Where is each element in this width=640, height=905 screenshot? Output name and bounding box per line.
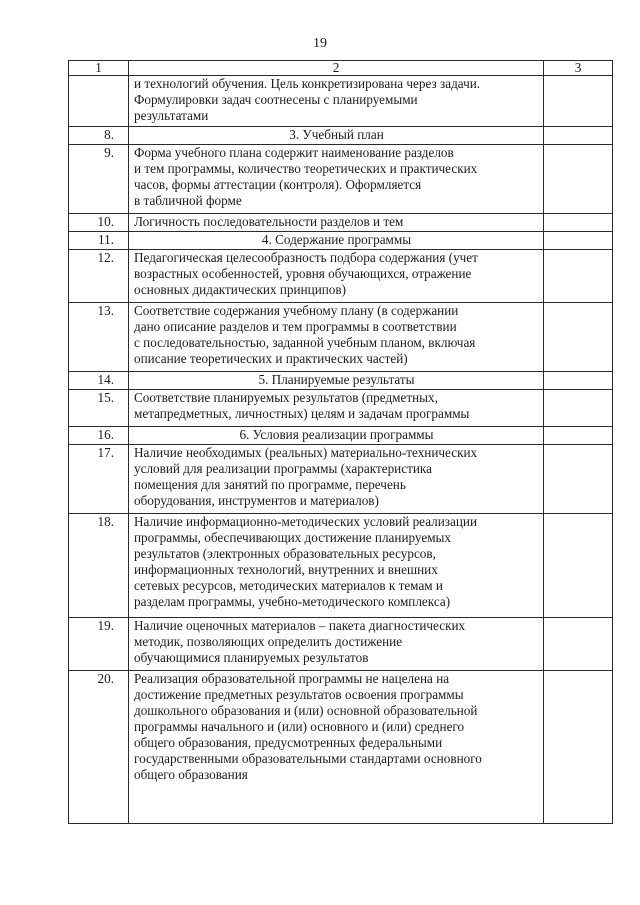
criterion-text: Соответствие планируемых результатов (предметных, метапредметных, личностных) целям и задачам программы <box>129 390 544 427</box>
table-row <box>69 618 613 671</box>
mark-cell <box>544 514 613 618</box>
section-row <box>69 232 613 250</box>
row-number: 14. <box>69 372 129 390</box>
table-row <box>69 303 613 372</box>
mark-cell <box>544 214 613 232</box>
row-number: 19. <box>69 618 129 671</box>
table-header-row <box>69 61 613 76</box>
criterion-text: Форма учебного плана содержит наименование разделов и тем программы, количество теоретических и практических часов, формы аттестации (контроля). Оформляется в табличной форме <box>129 145 544 214</box>
section-title: 3. Учебный план <box>129 127 544 145</box>
row-number: 8. <box>69 127 129 145</box>
criterion-text: Педагогическая целесообразность подбора содержания (учет возрастных особенностей, уровня обучающихся, отражение основных дидактических принципов) <box>129 250 544 303</box>
criterion-text: Наличие необходимых (реальных) материально-технических условий для реализации программы (характеристика помещения для занятий по программе, перечень оборудования, инструментов и материалов) <box>129 445 544 514</box>
row-number: 10. <box>69 214 129 232</box>
table-row <box>69 390 613 427</box>
criterion-text: Наличие оценочных материалов – пакета диагностических методик, позволяющих определить достижение обучающимися планируемых результатов <box>129 618 544 671</box>
mark-cell <box>544 145 613 214</box>
criterion-text: и технологий обучения. Цель конкретизирована через задачи. Формулировки задач соотнесены с планируемыми результатами <box>129 76 544 127</box>
mark-cell <box>544 372 613 390</box>
section-row <box>69 372 613 390</box>
mark-cell <box>544 618 613 671</box>
mark-cell <box>544 250 613 303</box>
row-number: 12. <box>69 250 129 303</box>
page-number: 19 <box>313 36 327 51</box>
column-header-number: 1 <box>69 61 129 76</box>
section-row <box>69 127 613 145</box>
row-number: 9. <box>69 145 129 214</box>
row-number: 18. <box>69 514 129 618</box>
row-number <box>69 76 129 127</box>
mark-cell <box>544 127 613 145</box>
mark-cell <box>544 427 613 445</box>
row-number: 13. <box>69 303 129 372</box>
mark-cell <box>544 390 613 427</box>
mark-cell <box>544 232 613 250</box>
table-row <box>69 671 613 824</box>
row-number: 15. <box>69 390 129 427</box>
mark-cell <box>544 303 613 372</box>
row-number: 20. <box>69 671 129 824</box>
column-header-mark: 3 <box>544 61 613 76</box>
section-row <box>69 427 613 445</box>
table-row <box>69 250 613 303</box>
table-row <box>69 214 613 232</box>
criterion-text: Соответствие содержания учебному плану (в содержании дано описание разделов и тем программы в соответствии с последовательностью, заданной учебным планом, включая описание теоретических и практических частей) <box>129 303 544 372</box>
table-row <box>69 145 613 214</box>
row-number: 16. <box>69 427 129 445</box>
section-title: 6. Условия реализации программы <box>129 427 544 445</box>
criterion-text: Наличие информационно-методических условий реализации программы, обеспечивающих достижение планируемых результатов (электронных образовательных ресурсов, информационных технологий, внутренних и внешних сетевых ресурсов, методических материалов к темам и разделам программы, учебно-методического комплекса) <box>129 514 544 618</box>
table-row <box>69 445 613 514</box>
evaluation-table <box>68 60 613 824</box>
mark-cell <box>544 445 613 514</box>
table-row <box>69 76 613 127</box>
criterion-text: Реализация образовательной программы не нацелена на достижение предметных результатов освоения программы дошкольного образования и (или) основной образовательной программы начального и (или) основного и (или) среднего общего образования, предусмотренных федеральными государственными образовательными стандартами основного общего образования <box>129 671 544 824</box>
mark-cell <box>544 671 613 824</box>
row-number: 11. <box>69 232 129 250</box>
mark-cell <box>544 76 613 127</box>
row-number: 17. <box>69 445 129 514</box>
criterion-text: Логичность последовательности разделов и тем <box>129 214 544 232</box>
table-row <box>69 514 613 618</box>
section-title: 4. Содержание программы <box>129 232 544 250</box>
section-title: 5. Планируемые результаты <box>129 372 544 390</box>
column-header-criterion: 2 <box>129 61 544 76</box>
